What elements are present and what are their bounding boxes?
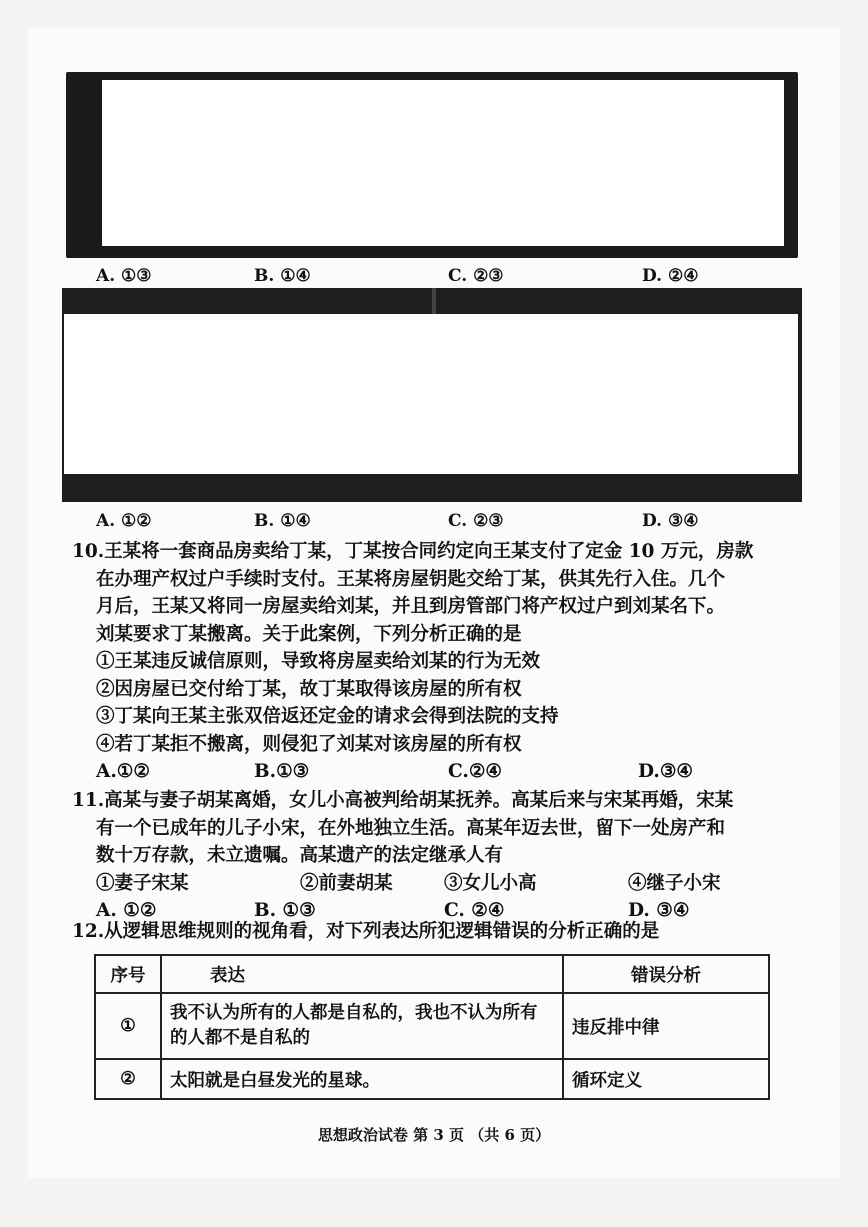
row-expr: 我不认为所有的人都是自私的，我也不认为所有的人都不是自私的 (161, 993, 563, 1059)
question-11 (72, 787, 792, 925)
question-10 (72, 538, 792, 786)
option-d: D. ②④ (642, 266, 699, 286)
row-expr: 太阳就是白昼发光的星球。 (161, 1059, 563, 1099)
option-a: A. ①② (96, 900, 157, 921)
header-no: 序号 (95, 955, 161, 993)
q11-items (72, 870, 792, 898)
option-b: B. ①④ (254, 266, 311, 286)
logic-error-table (94, 954, 770, 1100)
option-c: C.②④ (448, 761, 503, 782)
q9-options (96, 511, 796, 535)
option-a: A.①② (96, 761, 150, 782)
q11-line-2: 有一个已成年的儿子小宋，在外地独立生活。高某年迈去世，留下一处房产和 (96, 817, 726, 839)
row-analysis: 循环定义 (563, 1059, 769, 1099)
option-b: B.①③ (254, 761, 310, 782)
option-d: D. ③④ (642, 511, 699, 531)
q10-line-4: 刘某要求丁某搬离。关于此案例，下列分析正确的是 (96, 623, 522, 645)
q10-line-1: 10.王某将一套商品房卖给丁某，丁某按合同约定向王某支付了定金 10 万元，房款 (72, 541, 754, 562)
table-row (95, 993, 769, 1059)
row-no: ② (95, 1059, 161, 1099)
header-analysis: 错误分析 (563, 955, 769, 993)
q12-stem: 12.从逻辑思维规则的视角看，对下列表达所犯逻辑错误的分析正确的是 (72, 921, 660, 942)
table-row (95, 1059, 769, 1099)
q10-item-2: ②因房屋已交付给丁某，故丁某取得该房屋的所有权 (96, 678, 522, 700)
q11-item-1: ①妻子宋某 (96, 872, 189, 894)
q10-options (72, 758, 792, 786)
prev-question-options (96, 266, 796, 290)
table-header-row (95, 955, 769, 993)
redacted-block-1 (66, 72, 798, 258)
option-b: B. ①③ (254, 900, 316, 921)
q10-item-3: ③丁某向王某主张双倍返还定金的请求会得到法院的支持 (96, 706, 559, 727)
q10-item-1: ①王某违反诚信原则，导致将房屋卖给刘某的行为无效 (96, 651, 541, 672)
row-analysis: 违反排中律 (563, 993, 769, 1059)
q11-item-4: ④继子小宋 (628, 872, 721, 894)
option-a: A. ①③ (96, 266, 152, 286)
q10-line-3: 月后，王某又将同一房屋卖给刘某，并且到房管部门将产权过户到刘某名下。 (96, 596, 726, 617)
option-c: C. ②③ (448, 511, 504, 531)
option-d: D.③④ (638, 761, 693, 782)
option-a: A. ①② (96, 511, 152, 531)
q11-item-3: ③女儿小高 (444, 872, 537, 894)
q10-line-2: 在办理产权过户手续时支付。王某将房屋钥匙交给丁某，供其先行入住。几个 (96, 568, 726, 590)
option-b: B. ①④ (254, 511, 311, 531)
option-c: C. ②④ (444, 900, 505, 921)
q10-item-4: ④若丁某拒不搬离，则侵犯了刘某对该房屋的所有权 (96, 733, 522, 755)
option-d: D. ③④ (628, 900, 690, 921)
header-expr: 表达 (161, 955, 563, 993)
page-footer: 思想政治试卷 第 3 页 （共 6 页） (317, 1126, 551, 1144)
q11-line-1: 11.高某与妻子胡某离婚，女儿小高被判给胡某抚养。高某后来与宋某再婚，宋某 (72, 790, 734, 811)
q11-line-3: 数十万存款，未立遗嘱。高某遗产的法定继承人有 (96, 845, 504, 866)
option-c: C. ②③ (448, 266, 504, 286)
redacted-block-2 (62, 288, 802, 502)
question-12 (72, 918, 792, 946)
row-no: ① (95, 993, 161, 1059)
q11-item-2: ②前妻胡某 (300, 872, 393, 894)
